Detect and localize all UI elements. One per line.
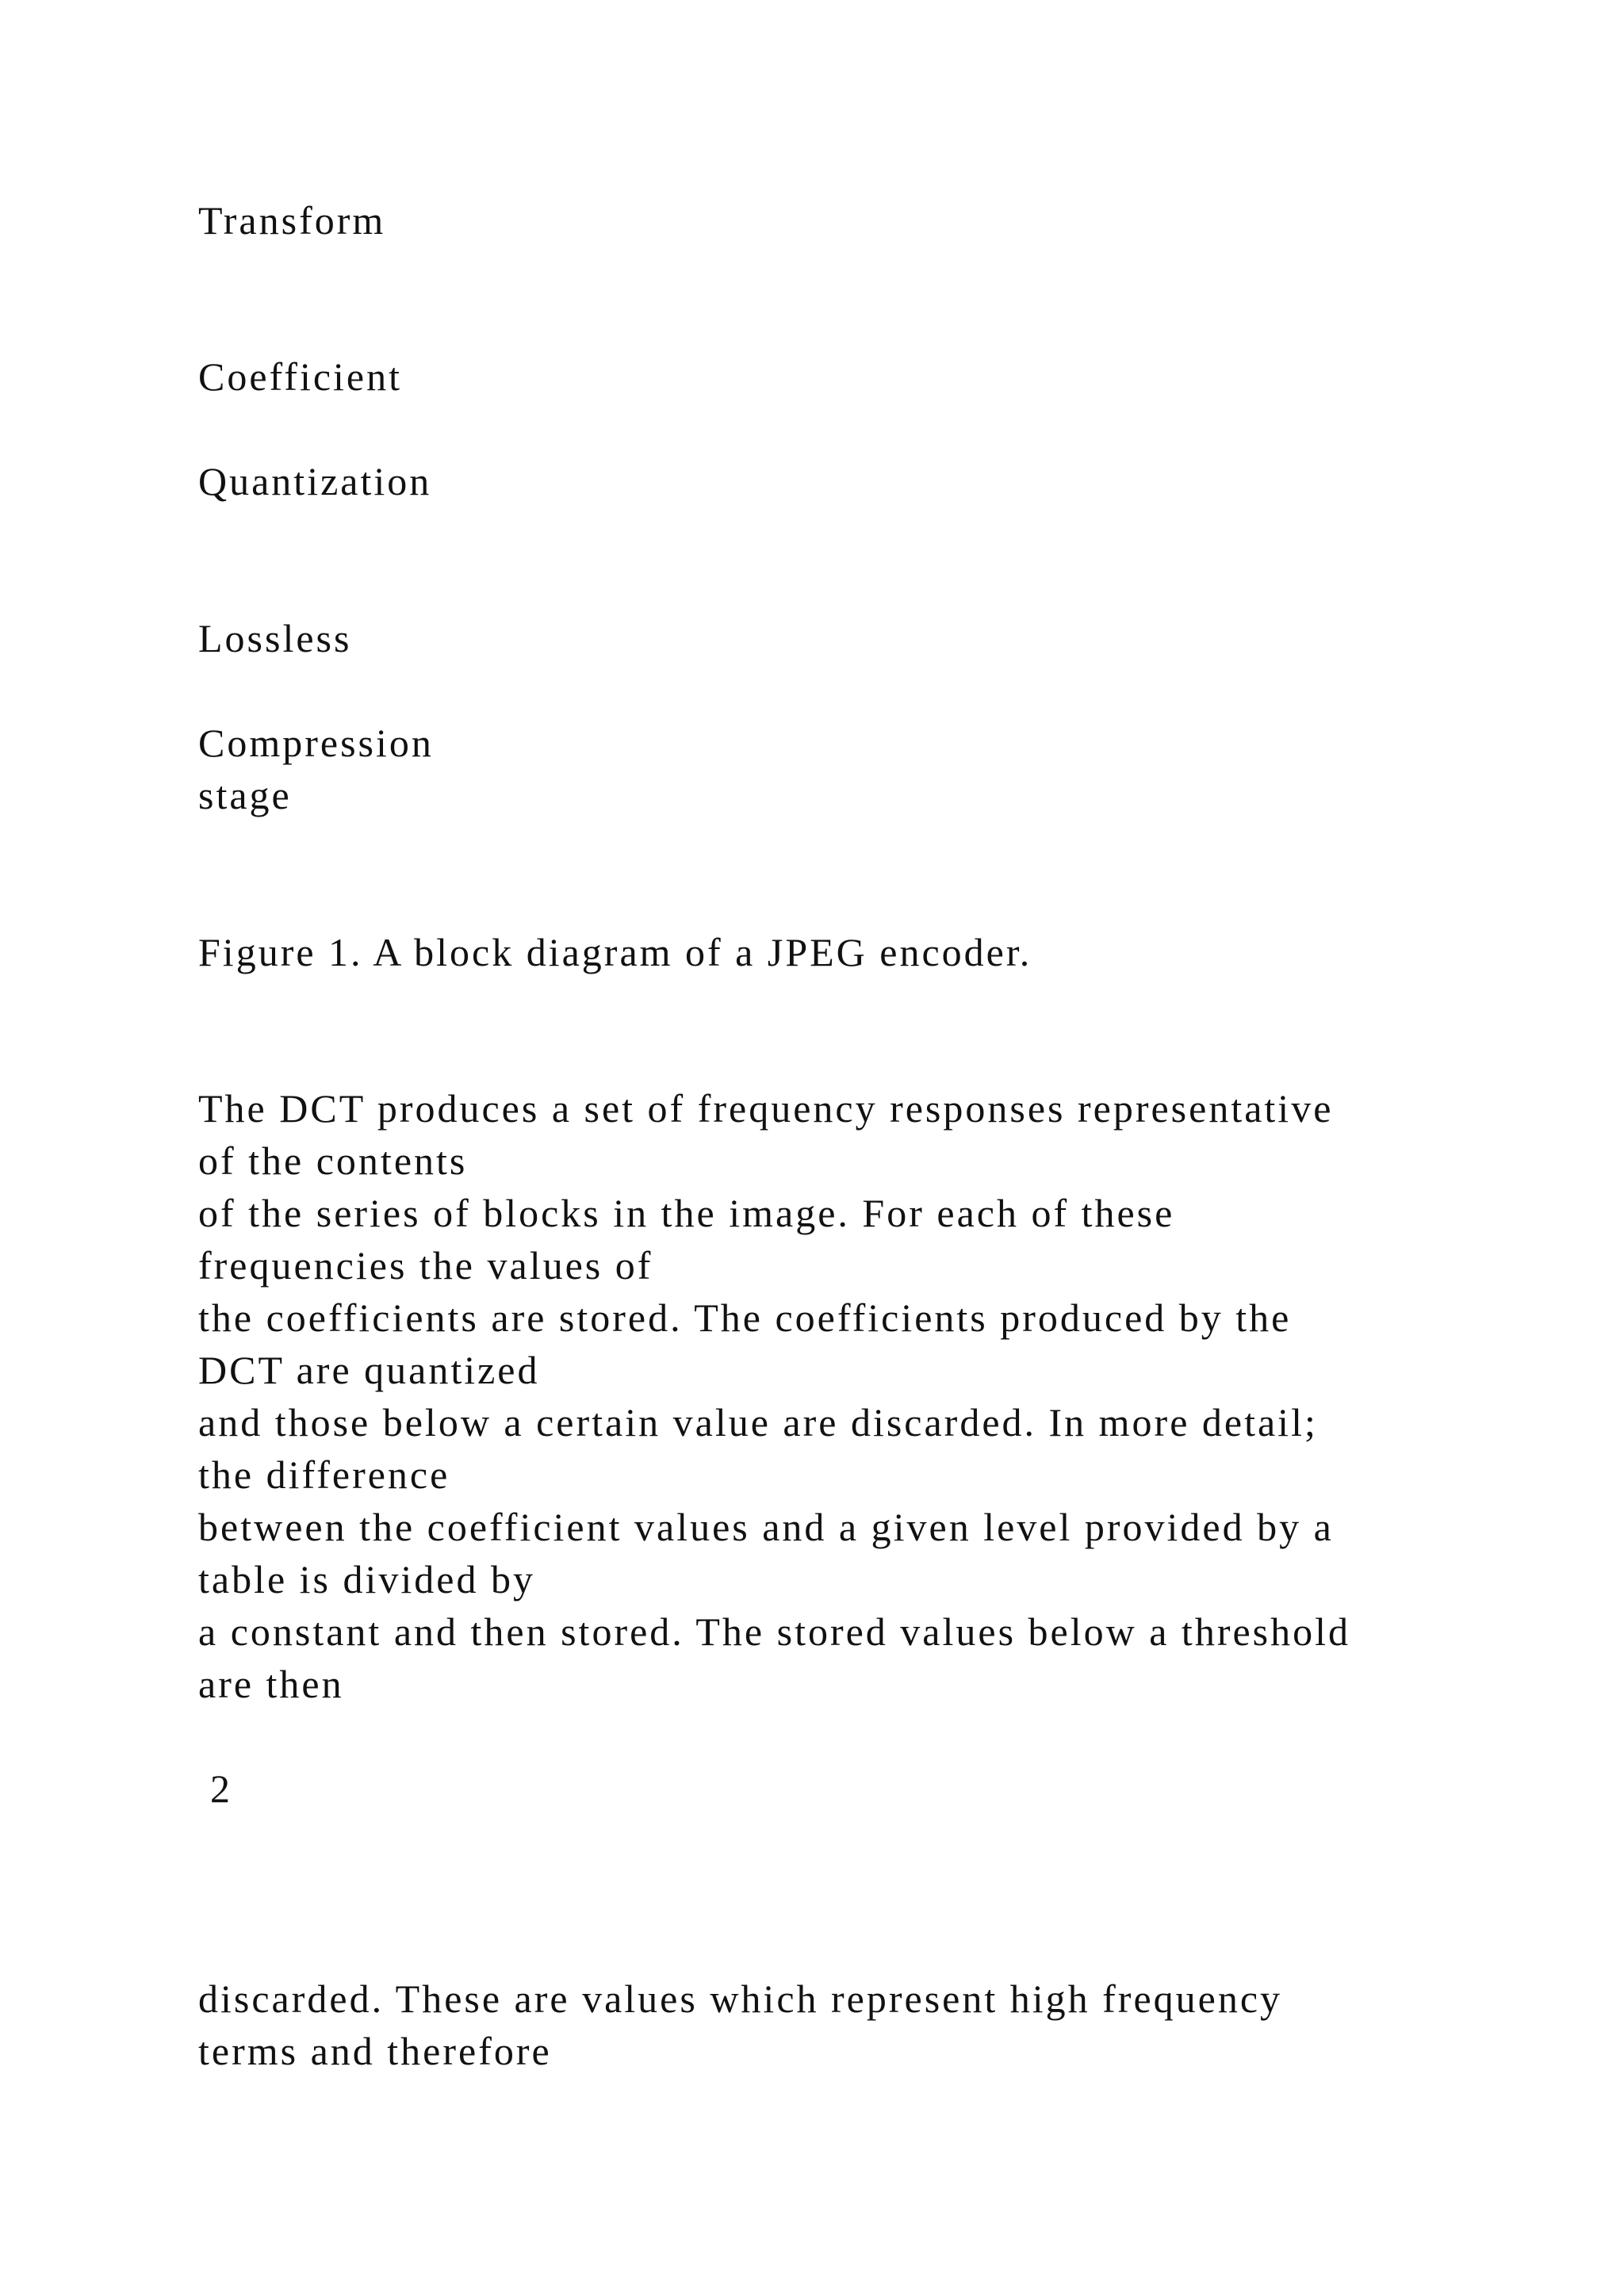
paragraph-line: of the contents — [198, 1138, 468, 1183]
continuation-line: discarded. These are values which represent high frequency — [198, 1976, 1283, 2021]
paragraph-line: DCT are quantized — [198, 1348, 540, 1392]
diagram-label-stage: stage — [198, 773, 292, 817]
paragraph-line: The DCT produces a set of frequency responses representative — [198, 1086, 1334, 1131]
diagram-label-compression: Compression — [198, 721, 434, 765]
paragraph-line: of the series of blocks in the image. For each of these — [198, 1191, 1175, 1235]
paragraph-line: frequencies the values of — [198, 1243, 653, 1288]
paragraph-line: the difference — [198, 1452, 450, 1497]
figure-caption: Figure 1. A block diagram of a JPEG encoder. — [198, 930, 1032, 974]
paragraph-line: table is divided by — [198, 1557, 535, 1601]
diagram-label-lossless: Lossless — [198, 616, 352, 660]
diagram-label-transform: Transform — [198, 198, 386, 243]
diagram-label-quantization: Quantization — [198, 459, 432, 503]
paragraph-line: between the coefficient values and a given level provided by a — [198, 1505, 1334, 1549]
paragraph-line: are then — [198, 1662, 344, 1706]
continuation-line: terms and therefore — [198, 2029, 552, 2073]
diagram-label-coefficient: Coefficient — [198, 354, 402, 399]
page-number: 2 — [210, 1766, 230, 1811]
paragraph-line: and those below a certain value are discarded. In more detail; — [198, 1400, 1318, 1445]
paragraph-line: the coefficients are stored. The coefficients produced by the — [198, 1295, 1292, 1340]
paragraph-line: a constant and then stored. The stored values below a threshold — [198, 1609, 1351, 1654]
